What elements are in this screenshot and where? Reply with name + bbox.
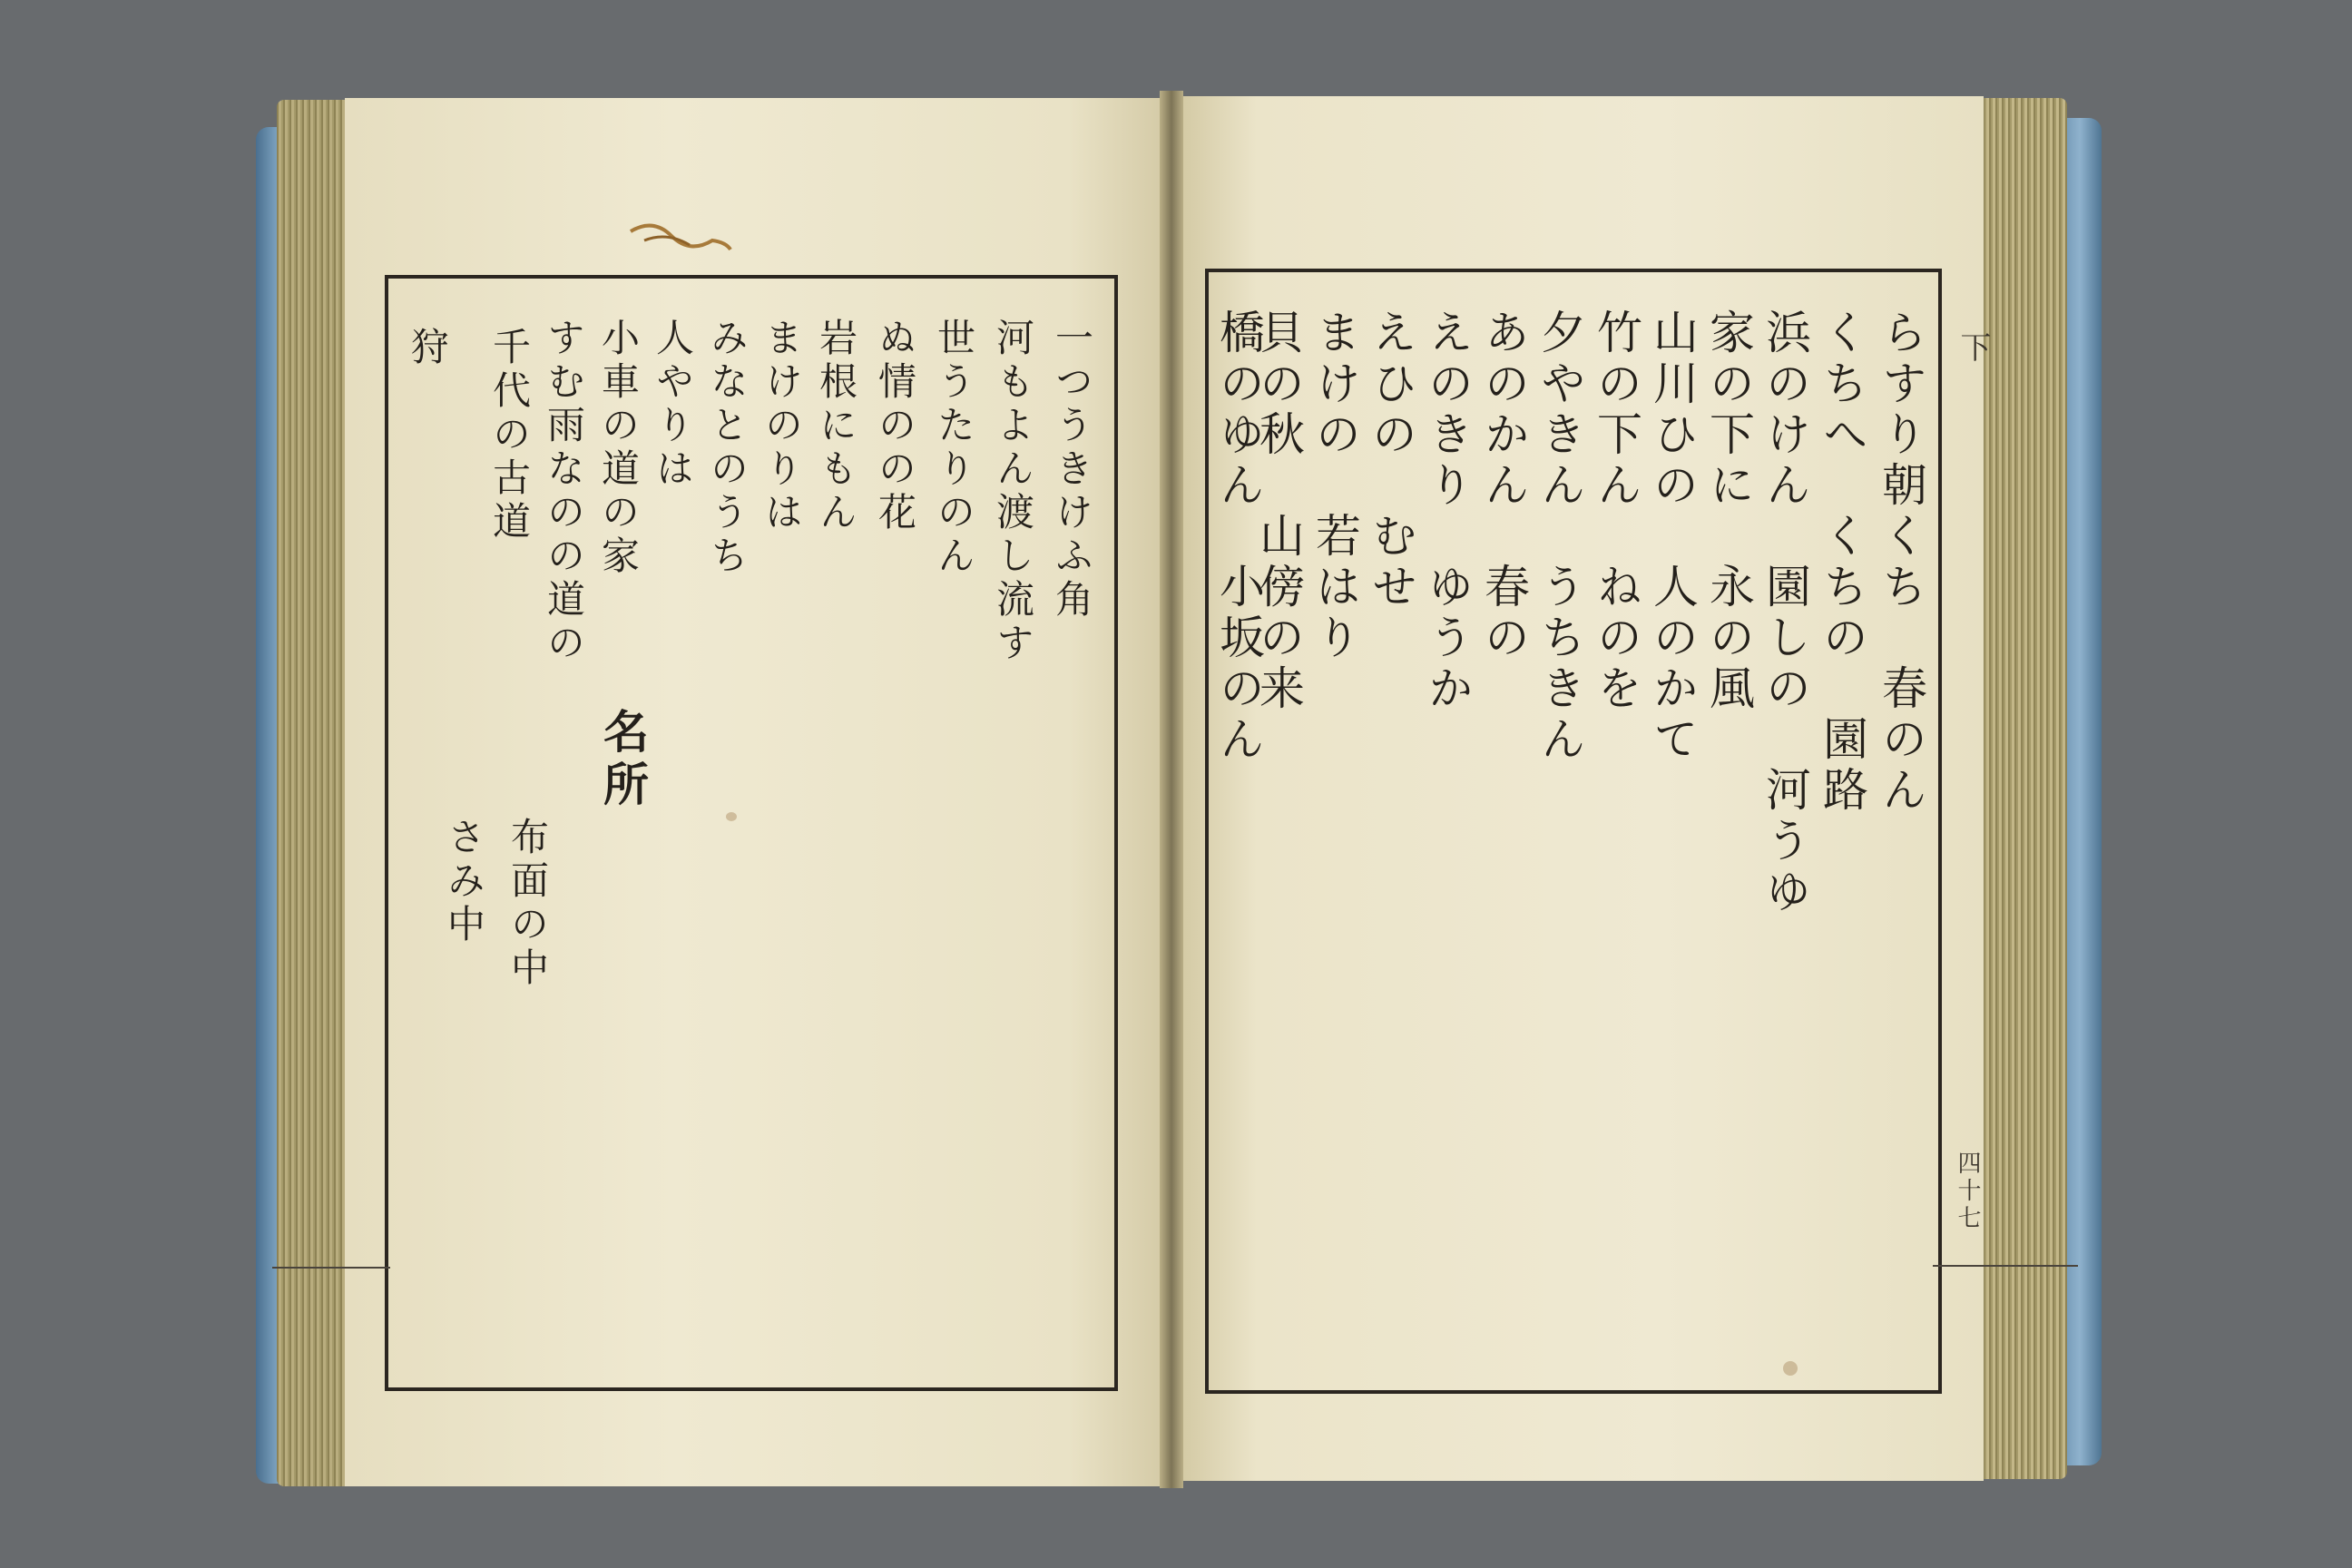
left-column: 千代の古道	[487, 327, 532, 544]
fold-line-right	[1933, 1265, 2078, 1267]
right-column: 山川ひの 人のかて	[1646, 309, 1699, 766]
left-column: ぬ情のの花	[873, 318, 917, 535]
left-column: 一つうきけふ角	[1050, 318, 1094, 622]
right-column: 夕やきん うちきん	[1534, 309, 1586, 766]
right-column: あのかん 春の	[1477, 309, 1530, 664]
page-edges-right	[1978, 98, 2067, 1479]
book-gutter	[1160, 91, 1183, 1488]
right-column: 家の下に 永の風	[1702, 309, 1755, 715]
left-column: 河もよん渡し流す	[991, 318, 1035, 666]
left-column: すむ雨なのの道の	[542, 318, 586, 666]
right-column: えのきり ゆうか	[1421, 309, 1474, 715]
right-column: 貝の秋 山傍の来	[1252, 309, 1305, 715]
fold-line-left	[272, 1267, 390, 1269]
right-column: らすり朝くち 春のん	[1875, 309, 1927, 817]
left-column: まけのりは	[760, 318, 804, 535]
right-column: えひの むせ	[1365, 309, 1417, 613]
left-column: 世うたりのん	[932, 318, 976, 579]
paper-stain	[1783, 1361, 1798, 1376]
stray-hair	[626, 213, 735, 259]
right-column: 竹の下ん ねのを	[1590, 309, 1642, 715]
page-number: 四十七	[1954, 1151, 1981, 1232]
right-column: 浜のけん 園しの 河うゆ	[1759, 309, 1811, 918]
left-column: 岩根にもん	[814, 318, 858, 535]
right-column: 橋のゆん 小坂のん	[1212, 309, 1265, 766]
right-column: まけの 若はり	[1308, 309, 1361, 664]
left-column: 人やりは	[651, 318, 695, 492]
left-heading: 名所	[596, 708, 650, 813]
paper-stain	[726, 812, 737, 821]
left-column: みなとのうち	[705, 318, 750, 579]
section-mark: 下	[1955, 331, 1991, 366]
left-column: さみ中	[442, 817, 486, 947]
right-column: くちへ くちの 園路	[1816, 309, 1868, 817]
left-column: 小車の道の家	[596, 318, 641, 579]
left-column: 布面の中	[505, 817, 550, 991]
left-column: 狩	[406, 327, 450, 370]
